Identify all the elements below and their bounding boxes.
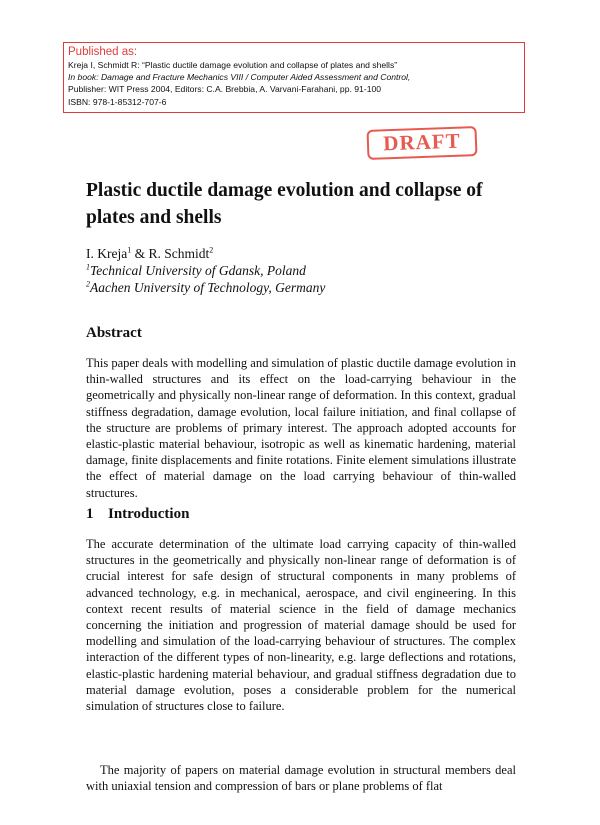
author-1: I. Kreja bbox=[86, 246, 128, 261]
affiliation-1 bbox=[86, 262, 306, 279]
author-2-sup: 2 bbox=[209, 245, 214, 255]
citation-line: Kreja I, Schmidt R: “Plastic ductile damage evolution and collapse of plates and shells” bbox=[68, 60, 398, 70]
section-title: Introduction bbox=[108, 506, 190, 522]
author-separator: & bbox=[131, 246, 149, 261]
affiliation-2-sup: 2 bbox=[86, 279, 90, 289]
affiliation-1-sup: 1 bbox=[86, 262, 90, 272]
book-line bbox=[68, 71, 520, 83]
abstract-text: This paper deals with modelling and simulation of plastic ductile damage evolution in thin-walled structures and its effect on the load-carrying behaviour in the geometrically and physically non-linear range of deformation. In this context, gradual stiffness degradation, damage evolution, local failure initiation, and final collapse of the structure are problems of primary interest. The approach adopted accounts for elastic-plastic material behaviour, isotropic as well as kinematic hardening, material damage, finite displacements and finite rotations. Finite element simulations illustrate the effect of material damage on the load carrying behaviour of thin-walled structures. bbox=[86, 356, 516, 500]
section-number: 1 bbox=[86, 506, 94, 522]
abstract-heading: Abstract bbox=[86, 325, 142, 341]
draft-stamp: DRAFT bbox=[367, 126, 478, 160]
publisher-line: Publisher: WIT Press 2004, Editors: C.A. Brebbia, A. Varvani-Farahani, pp. 91-100 bbox=[68, 84, 382, 95]
section-heading-introduction bbox=[86, 506, 189, 523]
isbn-line: ISBN: 978-1-85312-707-6 bbox=[68, 96, 167, 107]
intro-paragraph-1: The accurate determination of the ultimate load carrying capacity of thin-walled structures in the geometrically and physically non-linear range of deformation is of crucial interest for safe design of structural components in many problems of advanced technology, e.g. in mechanical, aerospace, and civil engineering. In this context recent results of material science in the field of damage mechanics concerning the initiation and progression of material damage should be used for modelling and simulation of the load-carrying behaviour of structures. The complex interaction of the different types of non-linearity, e.g. large deflections and rotations, elastic-plastic hardening material behaviour, and gradual stiffness degradation due to material damage evolution, poses a considerable problem for the numerical simulation of structures close to failure. bbox=[86, 537, 516, 714]
affiliation-2-text: Aachen University of Technology, Germany bbox=[90, 280, 326, 295]
published-as-heading: Published as: bbox=[68, 46, 138, 58]
author-1-sup: 1 bbox=[127, 245, 132, 255]
paper-title: Plastic ductile damage evolution and collapse of plates and shells bbox=[86, 180, 483, 228]
affiliation-1-text: Technical University of Gdansk, Poland bbox=[90, 263, 306, 278]
affiliation-2 bbox=[86, 279, 325, 296]
intro-paragraph-2: The majority of papers on material damage evolution in structural members deal with uniaxial tension and compression of bars or plane problems of flat bbox=[86, 763, 516, 794]
book-line-text: In book: Damage and Fracture Mechanics VIII / Computer Aided Assessment and Control, bbox=[68, 72, 411, 83]
publication-info-box bbox=[63, 42, 525, 113]
author-line bbox=[86, 245, 213, 262]
author-2: R. Schmidt bbox=[148, 246, 210, 261]
